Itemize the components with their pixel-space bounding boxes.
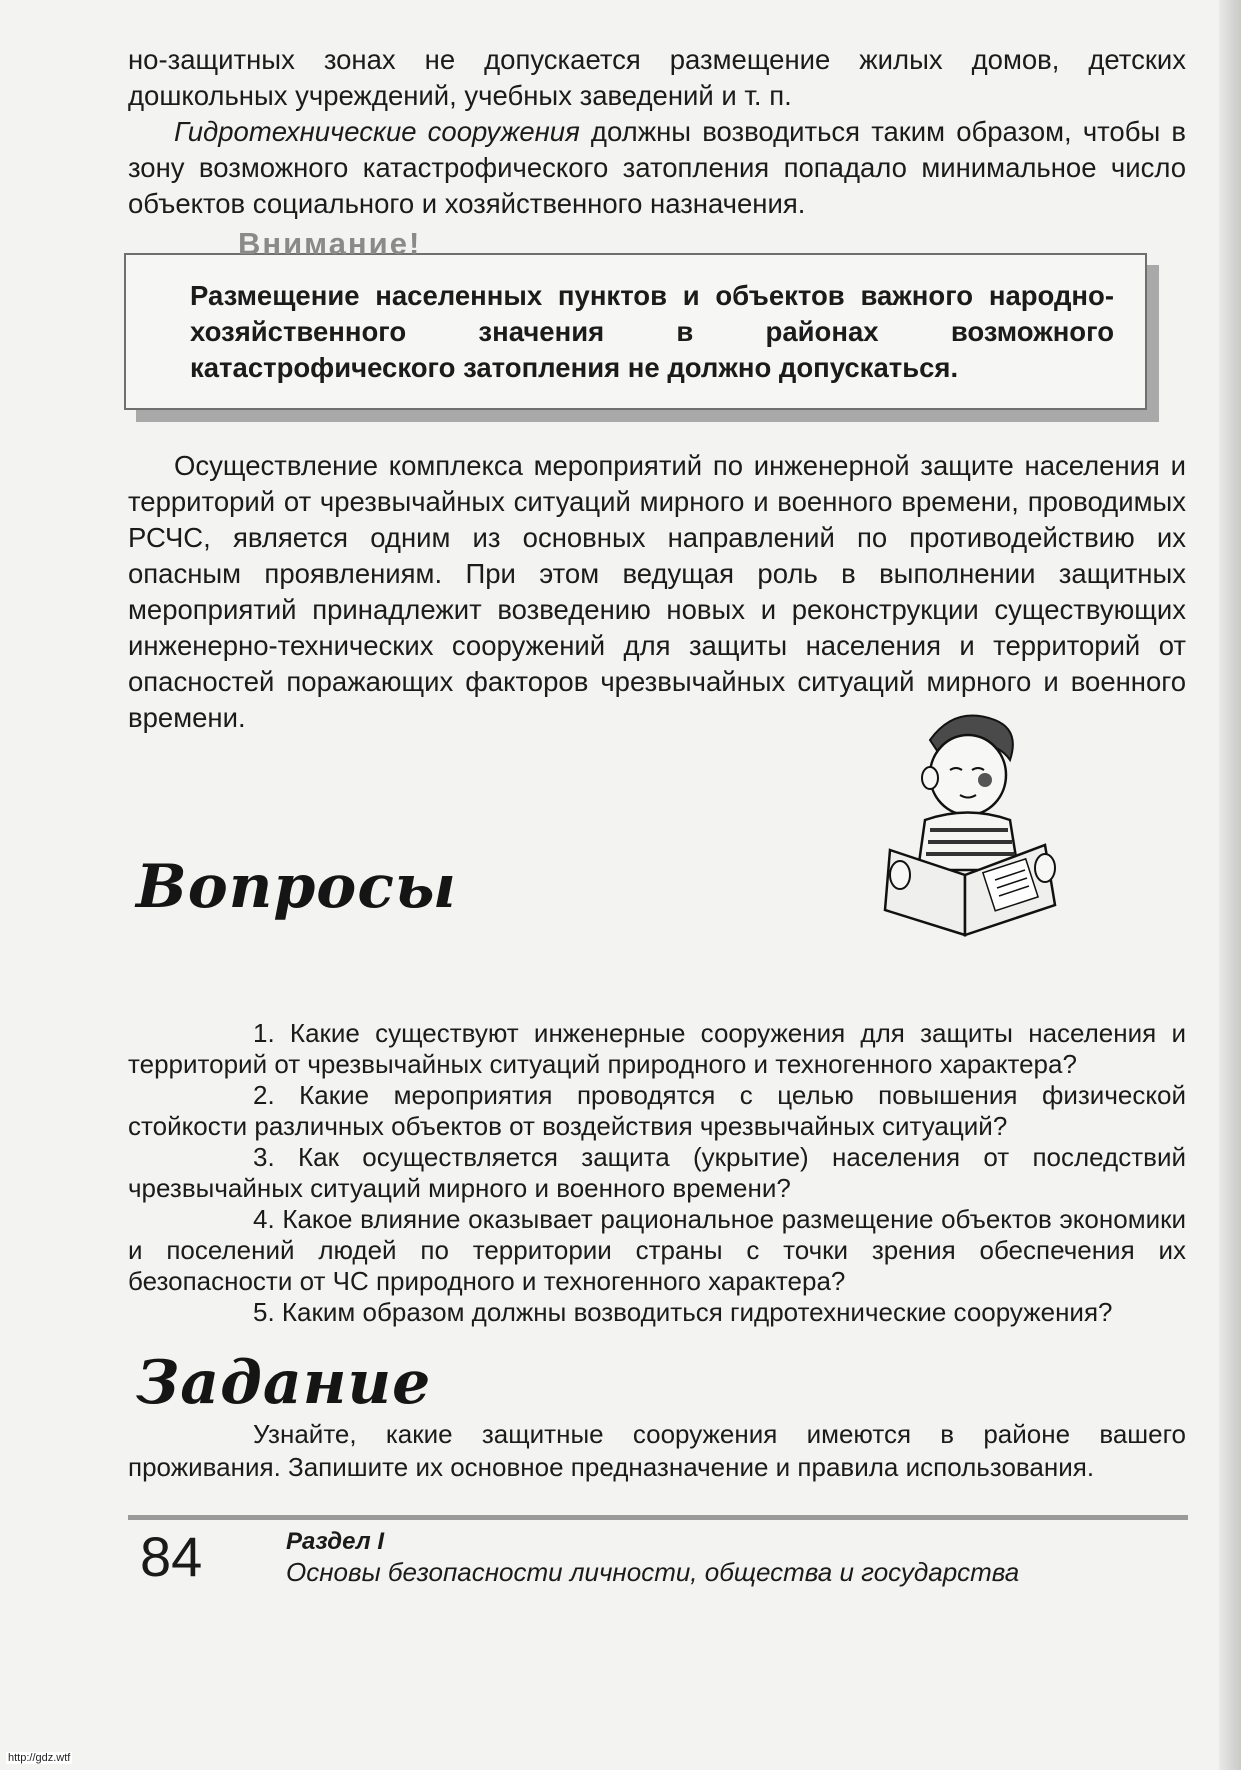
section-subtitle: Основы безопасности личности, общества и государства [286,1557,1020,1587]
question-item: 3. Как осуществляется защита (укрытие) населения от последствий чрезвычайных ситуаций мирного и военного времени? [128,1142,1186,1203]
main-paragraph: Осуществление комплекса мероприятий по инженерной защите населения и территорий от чрезвычайных ситуаций мирного и военного времени, проводимых РСЧС, является одним из основных направлений по противодействию их опасным проявлениям. При этом ведущая роль в выполнении защитных мероприятий принадлежит возведению новых и реконструкции существующих инженерно-технических сооружений для защиты населения и территорий от опасностей поражающих факторов чрезвычайных ситуаций мирного и военного времени. [128,450,1186,733]
attention-title: Внимание! [238,226,422,261]
question-item: 2. Какие мероприятия проводятся с целью повышения физической стойкости различных объектов от воздействия чрезвычайных ситуаций? [128,1080,1186,1141]
page-edge-shadow [1219,0,1241,1770]
task-text: Узнайте, какие защитные сооружения имеются в районе вашего проживания. Запишите их основное предназначение и правила использования. [128,1419,1186,1482]
task-heading: Задание [136,1348,432,1418]
questions-heading: Вопросы [136,852,457,922]
intro-text [128,42,1186,222]
page-number: 84 [140,1525,203,1588]
watermark-link[interactable]: http://gdz.wtf [8,1752,71,1764]
hydro-paragraph-rest: должны возводиться таким образом, чтобы в зону возможного катастрофического затопления попадало минимальное число объектов социального и хозяйственного назначения. [128,116,1186,219]
boy-reading-illustration [860,700,1070,950]
hydro-italic-term: Гидротехнические сооружения [174,116,580,147]
question-item: 5. Каким образом должны возводиться гидротехнические сооружения? [253,1297,1113,1327]
footer-rule [128,1515,1188,1520]
section-label: Раздел I [286,1528,385,1555]
attention-text: Размещение населенных пунктов и объектов важного народно-хозяйственного значения в районах возможного катастрофического затопления не должно допускаться. [190,280,1114,383]
main-paragraph-block [128,448,1186,736]
hydro-paragraph [128,114,1186,222]
question-item: 4. Какое влияние оказывает рациональное размещение объектов экономики и поселений людей по территории страны с точки зрения обеспечения их безопасности от ЧС природного и техногенного характера? [128,1204,1186,1296]
intro-continuation: но-защитных зонах не допускается размещение жилых домов, детских дошкольных учреждений, учебных заведений и т. п. [128,44,1186,111]
questions-list [128,1018,1186,1328]
question-item: 1. Какие существуют инженерные сооружения для защиты населения и территорий от чрезвычайных ситуаций природного и техногенного характера? [128,1018,1186,1079]
